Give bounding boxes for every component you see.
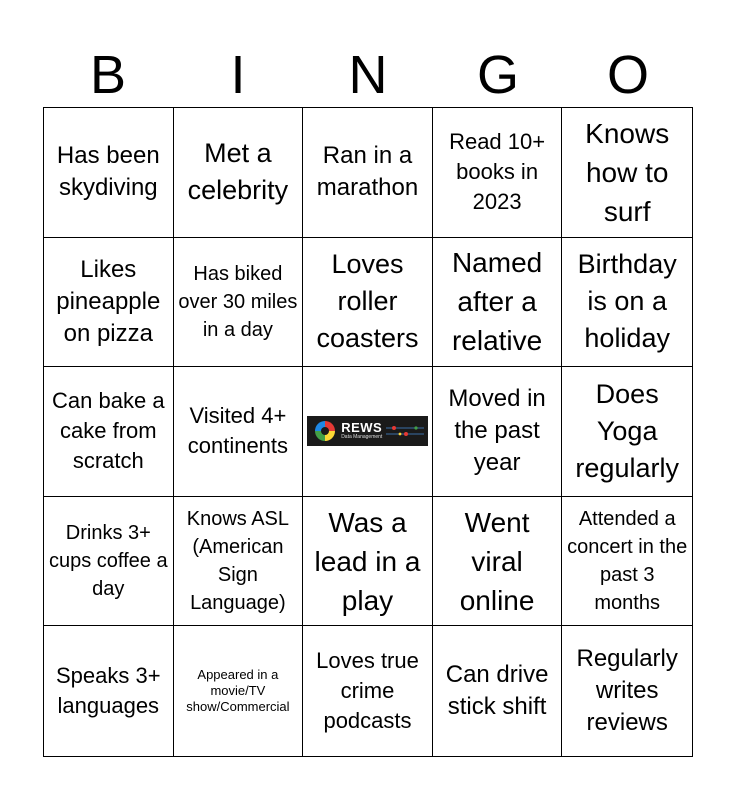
- cell-text: Moved in the past year: [448, 385, 546, 477]
- bingo-cell[interactable]: [433, 108, 563, 238]
- bingo-cell[interactable]: [562, 108, 692, 238]
- cell-text: Has been skydiving: [56, 142, 160, 202]
- cell-text: Regularly writes reviews: [576, 645, 678, 737]
- bingo-cell[interactable]: [174, 108, 304, 238]
- circuit-lights-icon: [386, 422, 424, 440]
- bingo-cell[interactable]: [433, 497, 563, 627]
- bingo-cell[interactable]: [303, 108, 433, 238]
- cell-text: Ran in a marathon: [316, 142, 419, 202]
- cell-text: Knows ASL (American Sign Language): [186, 508, 290, 615]
- header-letter-b: B: [89, 45, 127, 105]
- bingo-cell[interactable]: [433, 238, 563, 368]
- cell-text: Likes pineapple on pizza: [56, 255, 161, 347]
- cell-text: Can drive stick shift: [445, 661, 549, 721]
- bingo-cell[interactable]: [562, 626, 692, 756]
- bingo-header: [43, 44, 693, 106]
- bingo-cell[interactable]: [303, 626, 433, 756]
- cell-text: Met a celebrity: [187, 138, 289, 206]
- header-letter-i: I: [230, 45, 246, 105]
- bingo-cell[interactable]: [44, 497, 174, 627]
- bingo-cell[interactable]: [562, 238, 692, 368]
- cell-text: Birthday is on a holiday: [577, 249, 677, 354]
- bingo-cell[interactable]: [44, 367, 174, 497]
- cell-text: Named after a relative: [451, 247, 543, 357]
- header-letter-n: N: [348, 45, 388, 105]
- logo-ring-icon: [315, 421, 335, 441]
- cell-text: Went viral online: [459, 506, 535, 616]
- cell-text: Visited 4+ continents: [187, 403, 289, 459]
- bingo-cell[interactable]: [174, 238, 304, 368]
- bingo-cell[interactable]: [303, 497, 433, 627]
- free-space-cell[interactable]: [303, 367, 433, 497]
- bingo-cell[interactable]: [174, 626, 304, 756]
- bingo-cell[interactable]: [174, 497, 304, 627]
- cell-text: Was a lead in a play: [314, 506, 421, 616]
- cell-text: Has biked over 30 miles in a day: [178, 262, 298, 341]
- cell-text: Drinks 3+ cups coffee a day: [48, 522, 168, 601]
- bingo-cell[interactable]: [44, 626, 174, 756]
- cell-text: Speaks 3+ languages: [56, 663, 161, 719]
- bingo-cell[interactable]: [433, 626, 563, 756]
- cell-text: Loves true crime podcasts: [316, 648, 419, 734]
- cell-text: Read 10+ books in 2023: [449, 129, 546, 215]
- cell-text: Appeared in a movie/TV show/Commercial: [186, 667, 290, 715]
- bingo-cell[interactable]: [44, 108, 174, 238]
- bingo-cell[interactable]: [562, 497, 692, 627]
- logo-brand: REWS: [341, 420, 383, 436]
- rews-logo: [307, 416, 428, 446]
- header-letter-g: G: [476, 45, 519, 105]
- bingo-cell[interactable]: [303, 238, 433, 368]
- bingo-cell[interactable]: [562, 367, 692, 497]
- cell-text: Does Yoga regularly: [575, 378, 679, 483]
- bingo-cell[interactable]: [433, 367, 563, 497]
- cell-text: Attended a concert in the past 3 months: [567, 508, 688, 615]
- header-letter-o: O: [606, 45, 649, 105]
- bingo-cell[interactable]: [174, 367, 304, 497]
- cell-text: Loves roller coasters: [316, 249, 419, 354]
- logo-tagline: Data Management: [341, 434, 383, 441]
- bingo-grid: [43, 107, 693, 757]
- bingo-cell[interactable]: [44, 238, 174, 368]
- cell-text: Knows how to surf: [585, 117, 670, 227]
- cell-text: Can bake a cake from scratch: [52, 388, 165, 474]
